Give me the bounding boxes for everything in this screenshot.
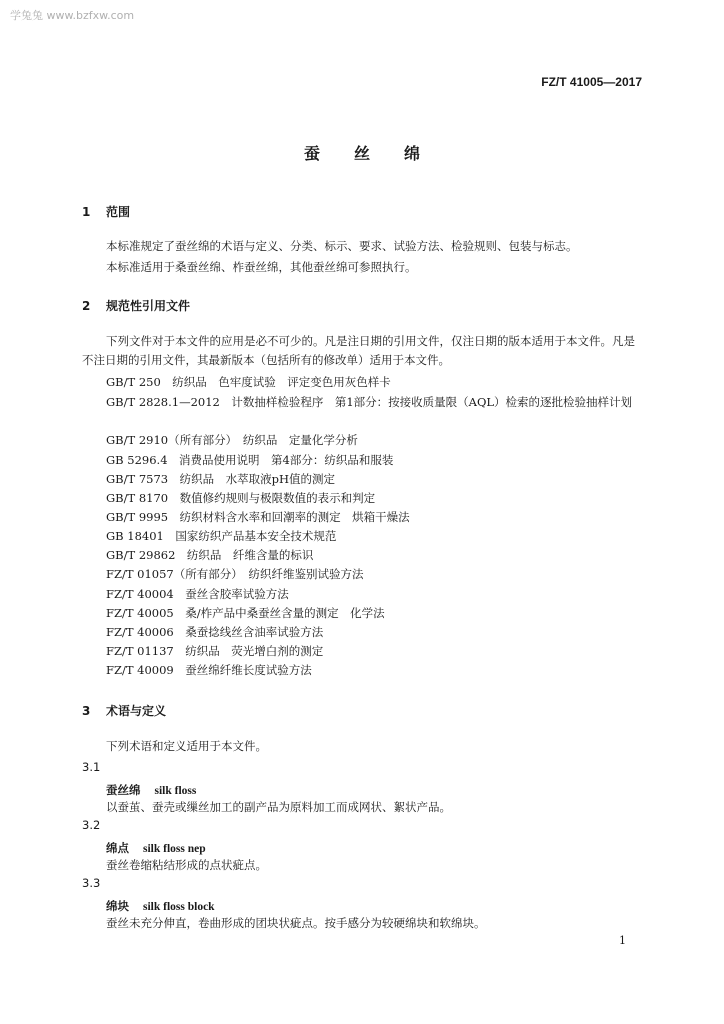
term-chinese: 绵点	[106, 841, 129, 855]
terms-intro: 下列术语和定义适用于本文件。	[106, 739, 267, 753]
reference-item: GB 5296.4 消费品使用说明 第4部分：纺织品和服装	[106, 453, 394, 467]
watermark: 学兔兔 www.bzfxw.com	[10, 9, 135, 22]
standard-code: FZ/T 41005—2017	[541, 75, 642, 89]
references-intro: 下列文件对于本文件的应用是必不可少的。凡是注日期的引用文件，仅注日期的版本适用于本文件。凡是不注日期的引用文件，其最新版本（包括所有的修改单）适用于本文件。	[82, 334, 635, 367]
reference-item: FZ/T 01057（所有部分） 纺织纤维鉴别试验方法	[106, 567, 364, 581]
reference-item: GB/T 2910（所有部分） 纺织品 定量化学分析	[106, 433, 358, 447]
term-english: silk floss block	[143, 901, 215, 913]
term-definition: 以蚕茧、蚕壳或缫丝加工的副产品为原料加工而成网状、絮状产品。	[106, 800, 451, 814]
term-english: silk floss	[154, 785, 197, 797]
section-number: 3	[82, 704, 91, 718]
term-heading	[106, 779, 196, 798]
document-title: 蚕丝绵	[303, 144, 454, 163]
reference-item: GB/T 7573 纺织品 水萃取液pH值的测定	[106, 472, 335, 486]
reference-item: GB/T 2828.1—2012 计数抽样检验程序 第1部分：按接收质量限（AQL）检索的逐批检验抽样计划	[106, 395, 633, 409]
section-heading-normative-references	[82, 297, 190, 314]
section-title: 规范性引用文件	[106, 299, 191, 313]
section-title: 术语与定义	[106, 704, 167, 718]
reference-item: GB 18401 国家纺织产品基本安全技术规范	[106, 529, 337, 543]
reference-item: FZ/T 40009 蚕丝绵纤维长度试验方法	[106, 663, 312, 677]
term-number: 3.3	[82, 876, 101, 890]
term-number: 3.1	[82, 760, 101, 774]
term-heading	[106, 895, 215, 914]
scope-paragraph: 本标准适用于桑蚕丝绵、柞蚕丝绵，其他蚕丝绵可参照执行。	[106, 260, 417, 274]
section-heading-scope	[82, 203, 130, 220]
scope-paragraph: 本标准规定了蚕丝绵的术语与定义、分类、标示、要求、试验方法、检验规则、包装与标志。	[106, 239, 578, 253]
term-english: silk floss nep	[143, 843, 206, 855]
reference-item: FZ/T 01137 纺织品 荧光增白剂的测定	[106, 644, 324, 658]
section-title: 范围	[106, 205, 131, 219]
term-heading	[106, 837, 206, 856]
term-chinese: 蚕丝绵	[106, 783, 141, 797]
section-number: 2	[82, 299, 91, 313]
term-chinese: 绵块	[106, 899, 129, 913]
section-heading-terms	[82, 702, 166, 719]
reference-item: GB/T 9995 纺织材料含水率和回潮率的测定 烘箱干燥法	[106, 510, 410, 524]
reference-item: GB/T 8170 数值修约规则与极限数值的表示和判定	[106, 491, 376, 505]
term-definition: 蚕丝未充分伸直，卷曲形成的团块状疵点。按手感分为较硬绵块和软绵块。	[106, 916, 486, 930]
reference-item: FZ/T 40005 桑/柞产品中桑蚕丝含量的测定 化学法	[106, 606, 385, 620]
reference-item: FZ/T 40006 桑蚕捻线丝含油率试验方法	[106, 625, 324, 639]
reference-item: FZ/T 40004 蚕丝含胶率试验方法	[106, 587, 289, 601]
section-number: 1	[82, 205, 91, 219]
reference-item: GB/T 29862 纺织品 纤维含量的标识	[106, 548, 314, 562]
term-definition: 蚕丝卷缩粘结形成的点状疵点。	[106, 858, 267, 872]
term-number: 3.2	[82, 818, 101, 832]
reference-item: GB/T 250 纺织品 色牢度试验 评定变色用灰色样卡	[106, 375, 391, 389]
page-number: 1	[619, 934, 626, 947]
